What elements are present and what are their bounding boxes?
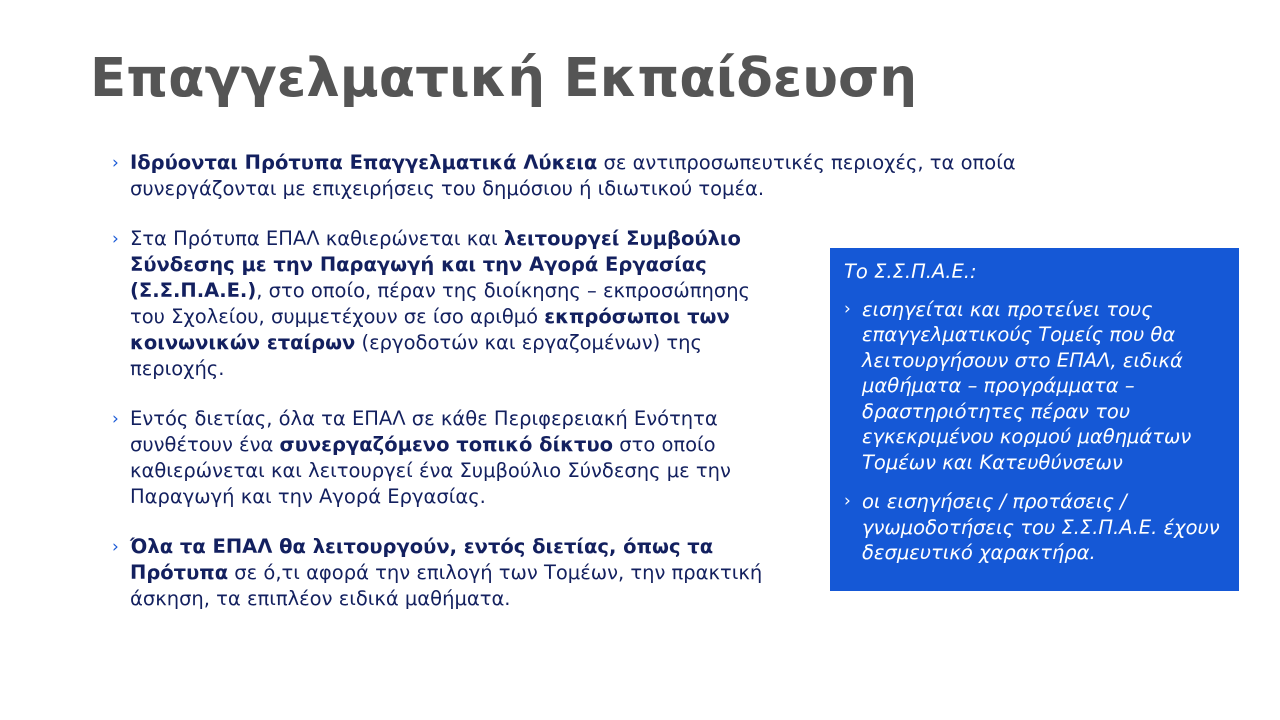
chevron-right-icon: › [112,537,119,557]
bullet-text: σε αντιπροσωπευτικές περιοχές, τα οποία συνεργάζονται με επιχειρήσεις του δημόσιου ή ιδιωτικού τομέα. [130,151,1016,200]
callout-item [844,297,1231,476]
bullet-text: Στα Πρότυπα ΕΠΑΛ καθιερώνεται και [130,227,504,250]
chevron-right-icon: › [112,409,119,429]
callout-item [844,489,1231,566]
callout-item-text: οι εισηγήσεις / προτάσεις / γνωμοδοτήσεις του Σ.Σ.Π.Α.Ε. έχουν δεσμευτικό χαρακτήρα. [862,490,1220,564]
bullet-bold-text: λειτουργεί Συμβούλιο Σύνδεσης με την Παραγωγή και την Αγορά Εργασίας (Σ.Σ.Π.Α.Ε.) [130,227,741,302]
bullet-bold-text: Όλα τα ΕΠΑΛ θα λειτουργούν, εντός διετίας, όπως τα Πρότυπα [130,535,714,584]
bullet-item [112,534,790,612]
bullet-item [112,226,790,382]
bullet-bold-text: εκπρόσωποι των κοινωνικών εταίρων [130,305,730,354]
chevron-right-icon: › [844,491,851,511]
bullet-text: στο οποίο καθιερώνεται και λειτουργεί ένα Συμβούλιο Σύνδεσης με την Παραγωγή και την Αγορά Εργασίας. [130,433,731,508]
bullet-item [112,406,790,510]
bullet-bold-text: συνεργαζόμενο τοπικό δίκτυο [279,433,614,456]
sspae-callout-box [830,248,1239,591]
slide-title: Επαγγελματική Εκπαίδευση [90,48,918,109]
bullet-item [112,150,1030,202]
bullet-bold-text: Ιδρύονται Πρότυπα Επαγγελματικά Λύκεια [130,151,598,174]
callout-list [844,297,1231,566]
callout-item-text: εισηγείται και προτείνει τους επαγγελματικούς Τομείς που θα λειτουργήσουν στο ΕΠΑΛ, ειδικά μαθήματα – προγράμματα – δραστηριότητες πέραν του εγκεκριμένου κορμού μαθημάτων Τομέων και Κατευθύνσεων [862,297,1192,474]
chevron-right-icon: › [844,298,851,319]
chevron-right-icon: › [112,229,119,249]
chevron-right-icon: › [112,153,119,173]
bullet-text: (εργοδοτών και εργαζομένων) της περιοχής. [130,331,702,380]
bullet-text: , στο οποίο, πέραν της διοίκησης – εκπροσώπησης του Σχολείου, συμμετέχουν σε ίσο αριθμό [130,279,750,328]
callout-heading: Το Σ.Σ.Π.Α.Ε.: [844,260,977,283]
bullet-text: σε ό,τι αφορά την επιλογή των Τομέων, την πρακτική άσκηση, τα επιπλέον ειδικά μαθήματα. [130,561,763,610]
bullet-text: Εντός διετίας, όλα τα ΕΠΑΛ σε κάθε Περιφερειακή Ενότητα συνθέτουν ένα [130,407,718,456]
